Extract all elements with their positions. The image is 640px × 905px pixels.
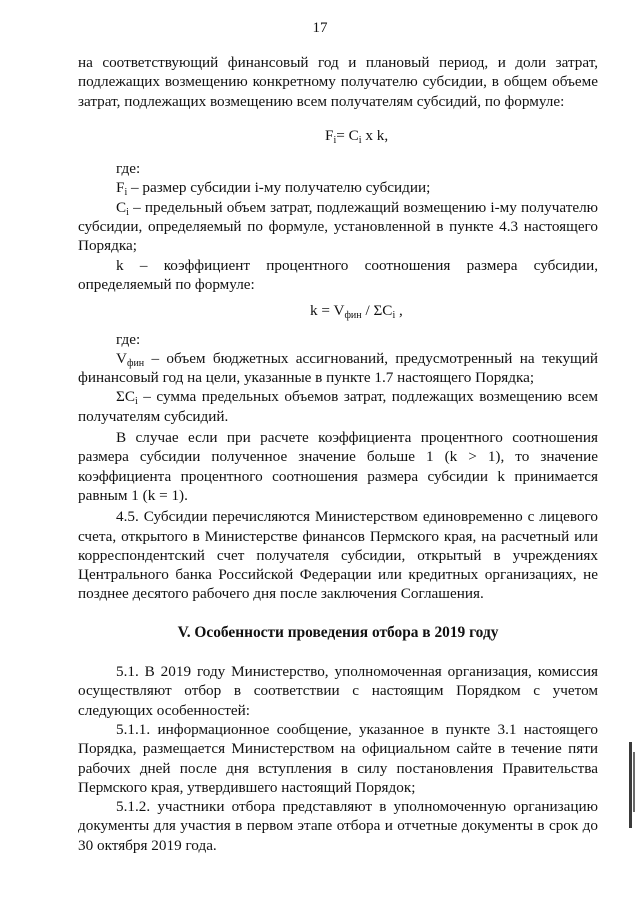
- definition-vfin-text: – объем бюджетных ассигнований, предусмотренный на текущий финансовый год на цели, указанные в пункте 1.7 настоящего Порядка;: [78, 349, 598, 387]
- definition-ci-symbol: C: [116, 198, 127, 216]
- page-content: [78, 53, 598, 855]
- definition-fi-symbol: F: [116, 179, 125, 197]
- definition-ci-subscript: i: [126, 206, 129, 218]
- formula-subsidy: [78, 126, 598, 145]
- formula-lhs-subscript: i: [333, 134, 337, 146]
- definition-ci-text: – предельный объем затрат, подлежащий возмещению i-му получателю субсидии, определяемый по формуле, установленной в пункте 4.3 настоящего Порядка;: [78, 198, 598, 255]
- definition-sum-subscript: i: [134, 396, 138, 408]
- definition-k: k – коэффициент процентного соотношения размера субсидии, определяемый по формуле:: [78, 256, 598, 293]
- formula-coefficient: [78, 301, 598, 320]
- paragraph-coefficient-case: В случае если при расчете коэффициента процентного соотношения размера субсидии полученное значение больше 1 (k > 1), то значение коэффициента процентного соотношения размера субсидии k принимается равным 1 (k = 1).: [78, 429, 598, 504]
- paragraph-5-1-2: 5.1.2. участники отбора представляют в уполномоченную организацию документы для участия в первом этапе отбора и отчетные документы в срок до 30 октября 2019 года.: [78, 798, 598, 854]
- definition-vfin-symbol: V: [116, 349, 127, 367]
- formula-equals: =: [336, 126, 349, 144]
- where-label: где:: [116, 160, 141, 178]
- paragraph-5-1-1: 5.1.1. информационное сообщение, указанное в пункте 3.1 настоящего Порядка, размещается Министерством на официальном сайте в течение пяти рабочих дней после дня вступления в силу постановления Правительства Пермского края, утвердившего настоящий Порядок;: [78, 720, 598, 796]
- scan-edge-mark-secondary: [633, 752, 635, 812]
- where-label-2: где:: [116, 330, 141, 348]
- definition-ci: [78, 198, 598, 256]
- formula-k-mid: / ΣC: [361, 302, 393, 320]
- scan-edge-mark: [629, 742, 632, 828]
- paragraph-intro: на соответствующий финансовый год и плановый период, и доли затрат, подлежащих возмещению конкретному получателю субсидии, в общем объеме затрат, подлежащих возмещению всем получателям субсидий, по формуле:: [78, 54, 598, 110]
- formula-k-lhs: k = V: [310, 302, 345, 320]
- formula-rest: x k,: [361, 126, 389, 144]
- formula-sum-subscript: i: [392, 310, 396, 322]
- definition-vfin-subscript: фин: [126, 357, 145, 369]
- definition-vfin: [78, 349, 598, 388]
- formula-k-rest: ,: [395, 302, 403, 320]
- definition-sum: [78, 387, 598, 426]
- formula-c-subscript: i: [358, 134, 362, 146]
- paragraph-4-5: 4.5. Субсидии перечисляются Министерством единовременно с лицевого счета, открытого в Министерстве финансов Пермского края, на расчетный или корреспондентский счет получателя субсидии, открытый в учреждениях Центрального банка Российской Федерации или кредитных организациях, не позднее десятого рабочего дня после заключения Соглашения.: [78, 508, 598, 603]
- definition-sum-symbol: ΣC: [116, 388, 135, 406]
- definition-fi-subscript: i: [124, 187, 128, 199]
- page-number: 17: [312, 20, 328, 36]
- formula-lhs: F: [325, 126, 334, 144]
- definition-fi: [78, 178, 598, 197]
- section-heading: V. Особенности проведения отбора в 2019 году: [177, 623, 499, 641]
- definition-fi-text: – размер субсидии i-му получателю субсидии;: [127, 179, 431, 197]
- definition-sum-text: – сумма предельных объемов затрат, подлежащих возмещению всем получателям субсидий.: [78, 388, 598, 425]
- paragraph-5-1: 5.1. В 2019 году Министерство, уполномоченная организация, комиссия осуществляют отбор в соответствии с настоящим Порядком с учетом следующих особенностей:: [78, 663, 598, 719]
- formula-v-subscript: фин: [344, 310, 362, 322]
- formula-c: C: [348, 126, 359, 144]
